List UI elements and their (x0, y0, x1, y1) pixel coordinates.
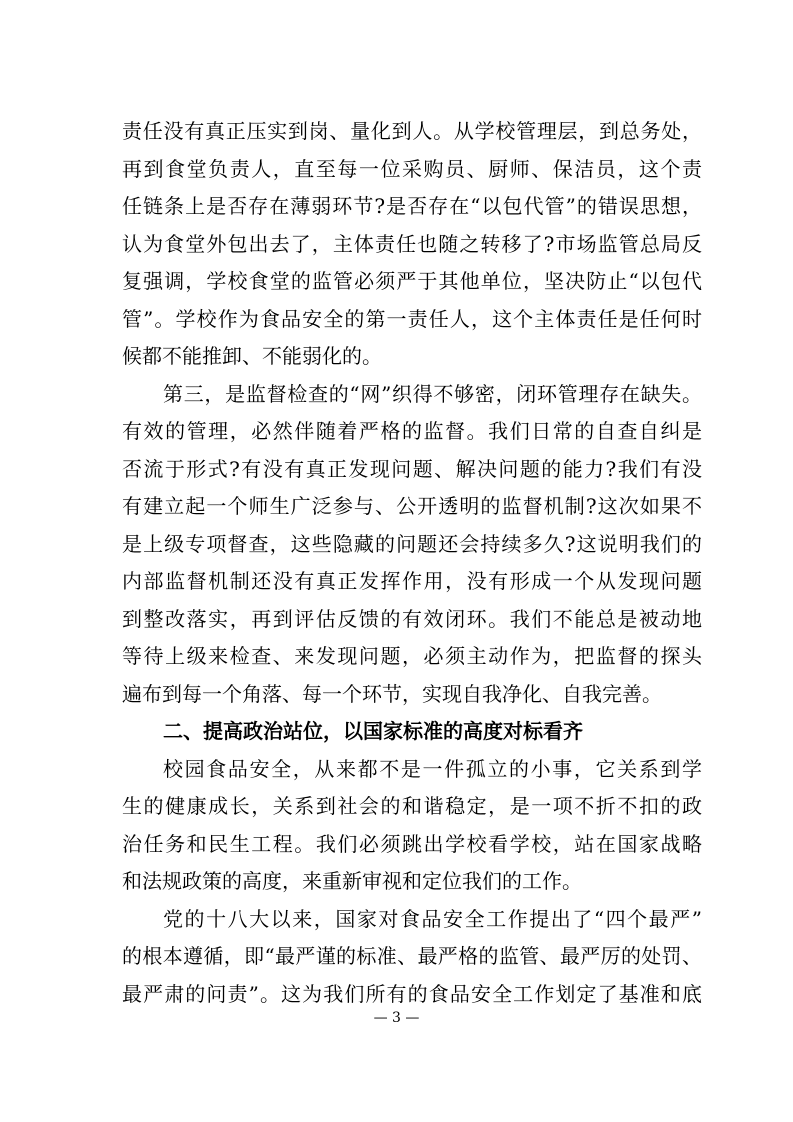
body-line-11: 有建立起一个师生广泛参与、公开透明的监督机制?这次如果不 (122, 494, 702, 518)
body-line-16: 遍布到每一个角落、每一个环节，实现自我净化、自我完善。 (122, 681, 662, 706)
page-number: — 3 — (373, 1010, 420, 1026)
body-line-5: 复强调，学校食堂的监管必须严于其他单位，坚决防止“以包代 (122, 269, 702, 293)
body-line-15: 等待上级来检查、来发现问题，必须主动作为，把监督的探头 (122, 644, 702, 668)
body-line-7: 候都不能推卸、不能弱化的。 (122, 344, 382, 368)
body-line-24: 最严肃的问责”。这为我们所有的食品安全工作划定了基准和底 (122, 981, 702, 1006)
section-heading: 二、提高政治站位，以国家标准的高度对标看齐 (163, 719, 583, 743)
body-line-19: 生的健康成长，关系到社会的和谐稳定，是一项不折不扣的政 (122, 794, 702, 818)
body-line-8: 第三，是监督检查的“网”织得不够密，闭环管理存在缺失。 (163, 381, 702, 406)
body-line-14: 到整改落实，再到评估反馈的有效闭环。我们不能总是被动地 (122, 606, 702, 631)
body-line-4: 认为食堂外包出去了，主体责任也随之转移了?市场监管总局反 (122, 231, 702, 256)
body-line-22: 党的十八大以来，国家对食品安全工作提出了“四个最严” (163, 906, 702, 931)
body-line-3: 任链条上是否存在薄弱环节?是否存在“以包代管”的错误思想， (122, 194, 702, 218)
document-body (122, 113, 702, 1013)
body-line-6: 管”。学校作为食品安全的第一责任人，这个主体责任是任何时 (122, 306, 702, 331)
body-line-2: 再到食堂负责人，直至每一位采购员、厨师、保洁员，这个责 (122, 156, 702, 181)
body-line-1: 责任没有真正压实到岗、量化到人。从学校管理层，到总务处， (122, 119, 702, 143)
body-line-20: 治任务和民生工程。我们必须跳出学校看学校，站在国家战略 (122, 831, 702, 856)
body-line-13: 内部监督机制还没有真正发挥作用，没有形成一个从发现问题 (122, 569, 702, 593)
body-line-12: 是上级专项督查，这些隐藏的问题还会持续多久?这说明我们的 (122, 531, 702, 556)
body-line-10: 否流于形式?有没有真正发现问题、解决问题的能力?我们有没 (122, 456, 702, 481)
body-line-9: 有效的管理，必然伴随着严格的监督。我们日常的自查自纠是 (122, 419, 702, 443)
body-line-23: 的根本遵循，即“最严谨的标准、最严格的监管、最严厉的处罚、 (122, 944, 702, 968)
body-line-21: 和法规政策的高度，来重新审视和定位我们的工作。 (122, 869, 582, 893)
body-line-18: 校园食品安全，从来都不是一件孤立的小事，它关系到学 (163, 756, 702, 781)
